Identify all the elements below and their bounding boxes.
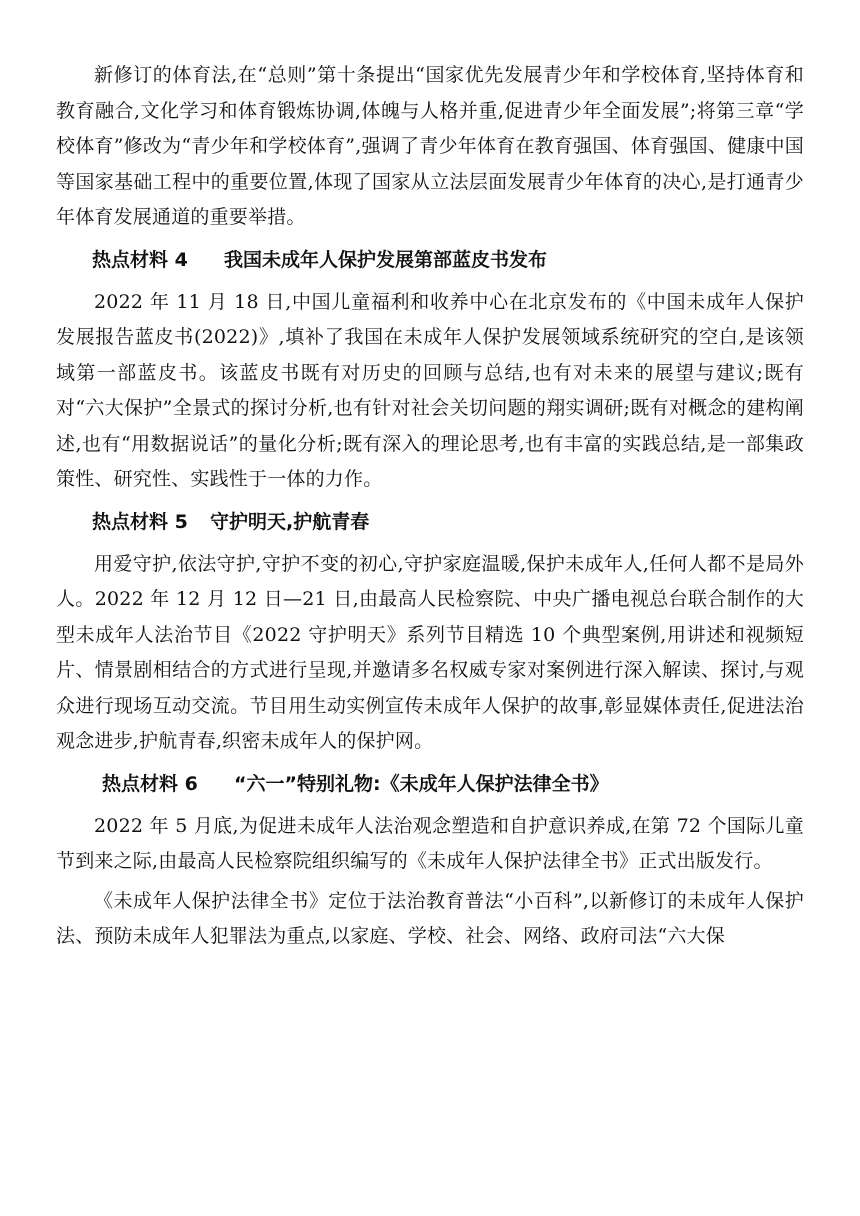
paragraph-sports-law: 新修订的体育法,在“总则”第十条提出“国家优先发展青少年和学校体育,坚持体育和教育融合,文化学习和体育锻炼协调,体魄与人格并重,促进青少年全面发展”;将第三章“学校体育”修改为“青少年和学校体育”,强调了青少年体育在教育强国、体育强国、健康中国等国家基础工程中的重要位置,体现了国家从立法层面发展青少年体育的决心,是打通青少年体育发展通道的重要举措。: [56, 64, 804, 228]
paragraph-law-book-scope: 《未成年人保护法律全书》定位于法治教育普法“小百科”,以新修订的未成年人保护法、预防未成年人犯罪法为重点,以家庭、学校、社会、网络、政府司法“六大保: [56, 889, 804, 947]
heading-tag: 热点材料 4: [92, 248, 188, 271]
heading-title: 守护明天,护航青春: [210, 510, 370, 533]
paragraph-law-book-release: 2022 年 5 月底,为促进未成年人法治观念塑造和自护意识养成,在第 72 个国际儿童节到来之际,由最高人民检察院组织编写的《未成年人保护法律全书》正式出版发行。: [56, 814, 804, 872]
heading-tag: 热点材料 5: [92, 510, 188, 533]
heading-title: 我国未成年人保护发展第部蓝皮书发布: [224, 248, 548, 271]
heading-material-6: [56, 767, 804, 802]
paragraph-blue-book: 2022 年 11 月 18 日,中国儿童福利和收养中心在北京发布的《中国未成年人保护发展报告蓝皮书(2022)》,填补了我国在未成年人保护发展领域系统研究的空白,是该领域第一部蓝皮书。该蓝皮书既有对历史的回顾与总结,也有对未来的展望与建议;既有对“六大保护”全景式的探讨分析,也有针对社会关切问题的翔实调研;既有对概念的建构阐述,也有“用数据说话”的量化分析;既有深入的理论思考,也有丰富的实践总结,是一部集政策性、研究性、实践性于一体的力作。: [56, 290, 804, 490]
heading-tag: 热点材料 6: [102, 772, 198, 795]
paragraph-guard-tomorrow: 用爱守护,依法守护,守护不变的初心,守护家庭温暖,保护未成年人,任何人都不是局外人。2022 年 12 月 12 日—21 日,由最高人民检察院、中央广播电视总台联合制作的大型未成年人法治节目《2022 守护明天》系列节目精选 10 个典型案例,用讲述和视频短片、情景剧相结合的方式进行呈现,并邀请多名权威专家对案例进行深入解读、探讨,与观众进行现场互动交流。节目用生动实例宣传未成年人保护的故事,彰显媒体责任,促进法治观念进步,护航青春,织密未成年人的保护网。: [56, 552, 804, 752]
heading-title: “六一”特别礼物:《未成年人保护法律全书》: [234, 772, 609, 795]
heading-material-4: [56, 243, 804, 278]
heading-material-5: [56, 505, 804, 540]
